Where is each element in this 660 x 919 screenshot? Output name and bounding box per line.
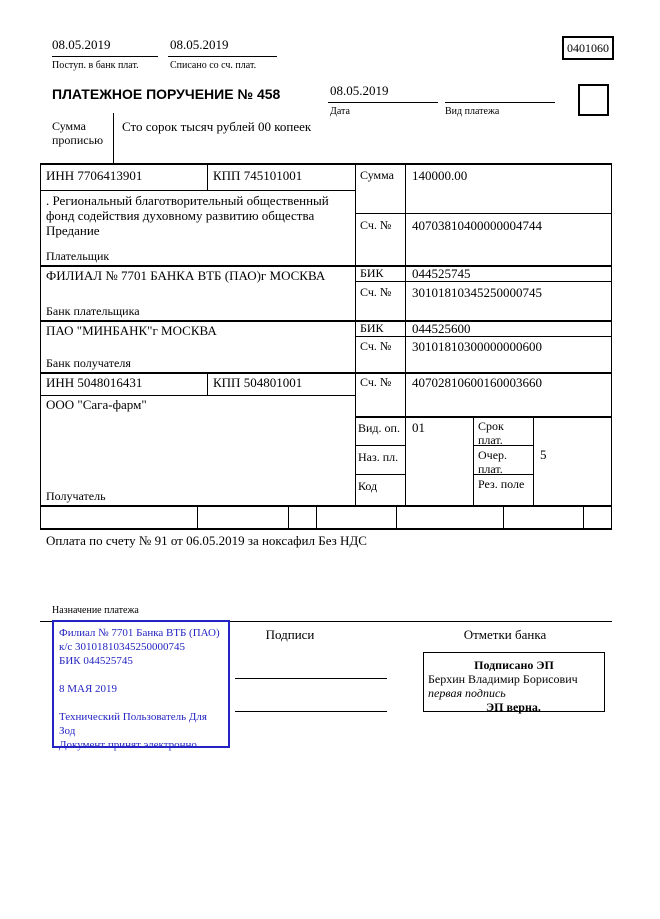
- table-border-right: [611, 163, 612, 530]
- stamp-date: 8 МАЯ 2019: [59, 683, 118, 695]
- amount-words-label: Сумма прописью: [52, 119, 104, 147]
- esig-subtitle: первая подпись: [428, 686, 506, 700]
- table-line: [40, 163, 612, 165]
- signature-line-2: [235, 711, 387, 712]
- op-type-label: Вид. оп.: [358, 421, 400, 435]
- tax-row-divider: [316, 505, 317, 528]
- payment-type-label: Вид платежа: [445, 106, 500, 117]
- esig-title: Подписано ЭП: [474, 658, 554, 672]
- tax-row-divider: [503, 505, 504, 528]
- payment-type-underline: [445, 102, 555, 103]
- debited-date: 08.05.2019: [170, 37, 229, 52]
- payee-bank-label: Банк получателя: [46, 356, 131, 370]
- payer-label: Плательщик: [46, 249, 110, 263]
- stamp-spacer: [59, 696, 223, 710]
- table-line: [207, 372, 208, 395]
- amount-words-divider: [113, 113, 114, 163]
- table-line: [355, 281, 612, 282]
- table-line: [405, 163, 406, 505]
- payee-bank-name: ПАО "МИНБАНК"г МОСКВА: [46, 323, 217, 338]
- bank-electronic-stamp: [52, 620, 230, 751]
- document-title: ПЛАТЕЖНОЕ ПОРУЧЕНИЕ № 458: [52, 86, 281, 102]
- signatures-heading: Подписи: [265, 627, 315, 642]
- tax-row-divider: [197, 505, 198, 528]
- table-line: [473, 416, 474, 505]
- reserve-label: Рез. поле: [478, 477, 525, 491]
- payee-account: 40702810600160003660: [412, 375, 542, 390]
- esig-verified: ЭП верна.: [486, 700, 541, 714]
- payee-label: Получатель: [46, 489, 106, 503]
- payer-bank-bik: 044525745: [412, 266, 471, 281]
- order-value: 5: [540, 447, 547, 462]
- payer-bank-label: Банк плательщика: [46, 304, 140, 318]
- debited-date-underline: [168, 56, 277, 57]
- stamp-bank-name: Филиал № 7701 Банка ВТБ (ПАО): [59, 627, 220, 639]
- payer-bank-account-label: Сч. №: [360, 285, 392, 299]
- bank-marks-heading: Отметки банка: [463, 627, 547, 642]
- received-date-label: Поступ. в банк плат.: [52, 60, 139, 71]
- document-date: 08.05.2019: [330, 83, 389, 98]
- payee-kpp: КПП 504801001: [213, 375, 303, 390]
- table-border-left: [40, 163, 41, 530]
- term-label: Срок плат.: [478, 419, 504, 447]
- tax-row-divider: [583, 505, 584, 528]
- table-line: [40, 320, 612, 322]
- op-type-value: 01: [412, 420, 425, 435]
- purpose-code-label: Наз. пл.: [358, 450, 399, 464]
- stamp-bik: БИК 044525745: [59, 655, 133, 667]
- payee-inn: ИНН 5048016431: [46, 375, 143, 390]
- table-line: [40, 395, 355, 396]
- payer-bank-name: ФИЛИАЛ № 7701 БАНКА ВТБ (ПАО)г МОСКВА: [46, 268, 326, 283]
- payer-kpp: КПП 745101001: [213, 168, 303, 183]
- payer-inn: ИНН 7706413901: [46, 168, 143, 183]
- tax-row-divider: [288, 505, 289, 528]
- purpose-label: Назначение платежа: [52, 605, 139, 616]
- payee-name: ООО "Сага-фарм": [46, 397, 147, 412]
- amount-words-value: Сто сорок тысяч рублей 00 копеек: [122, 119, 312, 134]
- electronic-signature-stamp: [423, 652, 605, 712]
- esig-name: Берхин Владимир Борисович: [428, 672, 578, 686]
- payer-account: 40703810400000004744: [412, 218, 542, 233]
- payee-bank-account-label: Сч. №: [360, 339, 392, 353]
- table-line: [355, 474, 405, 475]
- date-underline: [328, 102, 438, 103]
- table-line: [40, 505, 612, 507]
- debited-date-label: Списано со сч. плат.: [170, 60, 257, 71]
- stamp-corr-account: к/с 30101810345250000745: [59, 641, 186, 653]
- amount-label: Сумма: [360, 168, 394, 182]
- table-line: [355, 336, 612, 337]
- date-label: Дата: [330, 106, 350, 117]
- payer-name: . Региональный благотворительный общественный фонд содействия духовному развитию общества Предание: [46, 193, 329, 238]
- payment-type-checkbox: [578, 84, 609, 116]
- table-line: [355, 445, 405, 446]
- table-line: [533, 416, 534, 505]
- payer-account-label: Сч. №: [360, 218, 392, 232]
- signature-line-1: [235, 678, 387, 679]
- stamp-accepted: Документ принят электронно: [59, 739, 197, 751]
- order-label: Очер. плат.: [478, 448, 508, 476]
- table-line: [40, 528, 612, 530]
- payer-bank-account: 30101810345250000745: [412, 285, 542, 300]
- form-code-box: 0401060: [562, 36, 614, 60]
- payee-bank-account: 30101810300000000600: [412, 339, 542, 354]
- code-label: Код: [358, 479, 378, 493]
- stamp-user: Технический Пользователь Для Зод: [59, 711, 207, 737]
- payee-bank-bik: 044525600: [412, 321, 471, 336]
- amount-value: 140000.00: [412, 168, 468, 183]
- table-line: [355, 213, 612, 214]
- table-line: [355, 416, 612, 418]
- table-line: [207, 163, 208, 190]
- payee-bank-bik-label: БИК: [360, 321, 384, 335]
- table-line: [40, 372, 612, 374]
- table-line: [355, 163, 356, 505]
- stamp-spacer: [59, 668, 223, 682]
- purpose-text: Оплата по счету № 91 от 06.05.2019 за ноксафил Без НДС: [46, 533, 367, 548]
- received-date: 08.05.2019: [52, 37, 111, 52]
- tax-row-divider: [396, 505, 397, 528]
- received-date-underline: [52, 56, 158, 57]
- payer-bank-bik-label: БИК: [360, 266, 384, 280]
- payee-account-label: Сч. №: [360, 375, 392, 389]
- table-line: [40, 190, 355, 191]
- table-line: [40, 265, 612, 267]
